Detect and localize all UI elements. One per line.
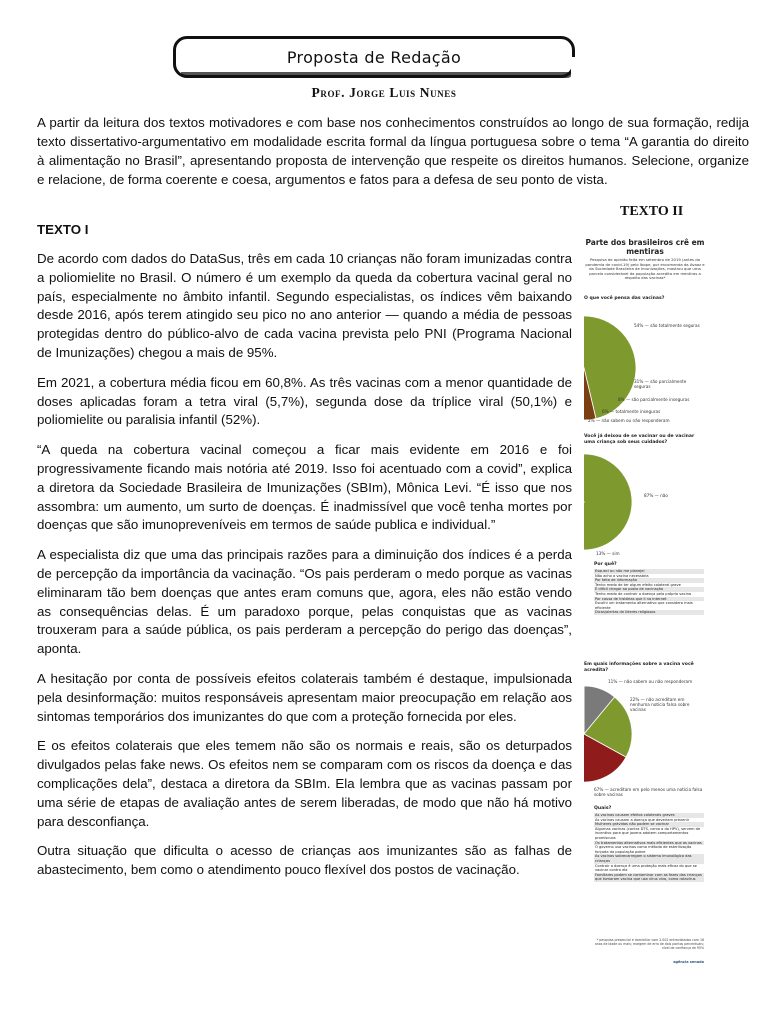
texto2-heading: TEXTO II [620,204,684,219]
infographic-title: Parte dos brasileiros crê em mentiras [585,238,705,256]
q3-belief: Mulheres grávidas não podem se vacinar [594,822,704,827]
pie2-slice-1 [584,454,632,550]
q2-reason: Esqueci ou não me planejei [594,569,704,574]
texto1-paragraph-4: A especialista diz que uma das principais razões para a diminuição dos índices é a perda de percepção da importância da vacinação. “Os pais perderam o medo porque as vacinas eliminaram tão bem doenças que antes eram comuns que, agora, eles não estão vendo as consequências delas. É um paradoxo porque, pelas conquistas que as vacinas trouxeram para a saúde pública, os pais perderam a percepção do perigo das doenças”, aponta. [37,547,572,657]
q2-reason: Dicas/alertas de líderes religiosos [594,610,704,615]
q3-which-heading: Quais? [594,806,612,811]
q1-label-2: 31% — são parcialmente seguras [634,379,687,389]
q3-label-3: 67% — acreditam em pelo menos uma notícia falsa sobre vacinas [594,787,703,797]
q2-reason: Tenho medo de contrair a doença pela própria vacina [595,591,692,596]
q3-belief: Algumas vacinas (contra DTS, como a do HPV), servem de incentivo para que jovens adotem comportamentos promíscuos [595,826,701,840]
q2-question: Você já deixou de se vacinar ou de vacinar uma criança sob seus cuidados? [584,434,695,445]
infographic-subtitle: Pesquisa de opinião feita em setembro de 2019 (antes da pandemia de covid-19) pelo Ibope, por encomenda da Avaaz e da Sociedade Brasileira de Imunizações, mostrou que uma parcela considerável da população acredita em mentiras a respeito das vacinas* [585,257,705,281]
q2-why-heading: Por quê? [594,562,617,567]
infographic-footnote: * pesquisa presencial e domiciliar com 2.002 entrevistados com 16 anos de idade ou mais; margem de erro de dois pontos percentuais; nível de confiança de 95% [594,938,704,950]
texto1-paragraph-2: Em 2021, a cobertura média ficou em 60,8%. As três vacinas com a menor quantidade de doses aplicadas foram a tetra viral (5,7%), segunda dose da tríplice viral (50,1%) e poliomielite ou paralisia infantil (52%). [37,374,572,428]
q2-label-2: 13% — sim [596,551,620,556]
q2-pie [584,450,640,554]
texto1-paragraph-5: A hesitação por conta de possíveis efeitos colaterais também é destaque, impulsionada pela desinformação: muitos responsáveis apresentam maior preocupação em relação aos sintomas temporários dos imunizantes do que com a proteção fornecida por eles. [37,670,572,724]
q3-label-2: 22% — não acreditam em nenhuma notícia falsa sobre vacinas [630,697,690,712]
texto1-body [37,250,572,891]
source-logo: agência senado [673,960,704,964]
q3-beliefs-list [594,813,704,882]
q3-belief: As vacinas causam efeitos colaterais graves [594,813,704,818]
q2-reason: Tenho medo de ter algum efeito colateral grave [595,582,681,587]
q2-reasons-list [594,569,704,615]
texto1-paragraph-3: “A queda na cobertura vacinal começou a ficar mais evidente em 2016 e foi progressivamente ficando mais notória até 2019. Isso foi acentuado com a covid”, explica a diretora da Sociedade Brasileira de Imunizações (SBIm), Mônica Levi. “É isso que nos assombra: um aumento, um surto de doenças. É inadmissível que você tenha mortes por doenças que são imunopreveníveis em termos de saúde publica e individual.” [37,442,572,533]
infographic [584,238,706,970]
q1-label-1: 54% — são totalmente seguras [634,323,700,328]
texto1-heading: TEXTO I [37,222,89,237]
q2-reason: Não acho a vacina necessária [595,573,649,578]
q2-label-1: 87% — não [644,493,668,498]
q1-label-4: 6% — totalmente inseguras [602,409,661,414]
q2-reason: Por causa de histórias que li na internet [594,597,704,602]
page-title: Proposta de Redação [286,47,462,67]
intro-paragraph: A partir da leitura dos textos motivadores e com base nos conhecimentos construídos ao longo de sua formação, redija texto dissertativo-argumentativo em modalidade escrita formal da língua portuguesa sobre o tema “A garantia do direito à alimentação no Brasil”, apresentando proposta de intervenção que respeite os direitos humanos. Selecione, organize e relacione, de forma coerente e coesa, argumentos e fatos para a defesa de seu ponto de vista. [37,115,749,187]
q3-label-1: 11% — não sabem ou não responderam [608,679,693,684]
page-title-box [173,36,575,78]
professor-name: Prof. Jorge Luis Nunes [311,85,457,100]
q3-belief: Contrair a doença é uma proteção mais eficaz do que se vacinar contra ela [595,863,697,873]
q1-label-5: 2% — não sabem ou não responderam [588,418,670,423]
q2-reason: Por falta de informação [594,578,704,583]
q3-belief: Familiares podem se contaminar com as fezes das crianças que tomaram vacina que usa vírus vivo, como rotavírus [594,873,704,882]
q3-question: Em quais informações sobre a vacina você acredita? [584,662,694,673]
q2-reason: É difícil chegar ao posto de vacinação [594,587,704,592]
q1-question: O que você pensa das vacinas? [584,296,665,301]
q3-belief: O governo usa vacinas como método de esterilização forçada da população pobre [595,845,692,854]
texto1-paragraph-1: De acordo com dados do DataSus, três em cada 10 crianças não foram imunizadas contra a poliomielite no Brasil. O número é um exemplo da queda da cobertura vacinal geral no país, especialmente no âmbito infantil. Segundo especialistas, os índices vêm baixando desde 2016, após terem atingido seu pico no ano anterior — quando a média de pessoas protegidas dentro do público-alvo de cada vacina prevista pelo PNI (Programa Nacional de Imunizações) chegou a mais de 95%. [37,251,572,360]
q3-belief: As vacinas causam a doença que deveriam prevenir [595,817,690,822]
texto1-paragraph-7: Outra situação que dificulta o acesso de crianças aos imunizantes são as falhas de abastecimento, bem como o atendimento pouco flexível dos postos de vacinação. [37,843,572,878]
q1-label-3: 8% — são parcialmente inseguras [618,397,690,402]
q3-belief: As vacinas sobrecarregam o sistema imunológico das crianças [594,854,704,863]
q2-reason: Escolhi um tratamento alternativo que considero mais eficiente [595,601,693,610]
q3-belief: Os tratamentos alternativos mais eficientes que as vacinas [594,841,704,846]
texto1-paragraph-6: E os efeitos colaterais que eles temem não são os normais e reais, são os deturpados divulgados pelas fake news. Os efeitos nem se comparam com os riscos da doença e das complicações dela”, destaca a diretora da SBIm. Ela lembra que as vacinas passam por uma série de etapas de avaliação antes de serem liberadas, de modo que não há motivo para desconfiança. [37,738,572,829]
